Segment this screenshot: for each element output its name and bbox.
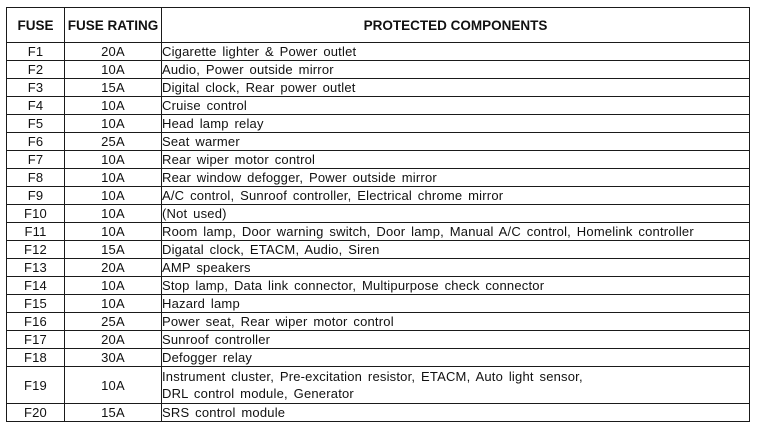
components-cell: AMP speakers	[162, 259, 750, 277]
fuse-cell: F13	[7, 259, 65, 277]
fuse-cell: F10	[7, 205, 65, 223]
components-cell: Sunroof controller	[162, 331, 750, 349]
fuse-cell: F4	[7, 97, 65, 115]
rating-cell: 10A	[65, 187, 162, 205]
components-cell: (Not used)	[162, 205, 750, 223]
components-cell: Audio, Power outside mirror	[162, 61, 750, 79]
components-cell: Power seat, Rear wiper motor control	[162, 313, 750, 331]
rating-cell: 10A	[65, 295, 162, 313]
components-cell: Cigarette lighter & Power outlet	[162, 43, 750, 61]
fuse-cell: F3	[7, 79, 65, 97]
rating-cell: 25A	[65, 313, 162, 331]
components-cell: Defogger relay	[162, 349, 750, 367]
components-cell: Rear wiper motor control	[162, 151, 750, 169]
components-cell: SRS control module	[162, 404, 750, 422]
fuse-cell: F12	[7, 241, 65, 259]
components-cell: Hazard lamp	[162, 295, 750, 313]
fuse-cell: F7	[7, 151, 65, 169]
table-row	[7, 187, 750, 205]
fuse-cell: F6	[7, 133, 65, 151]
fuse-cell: F11	[7, 223, 65, 241]
table-row	[7, 115, 750, 133]
components-cell: Head lamp relay	[162, 115, 750, 133]
rating-cell: 10A	[65, 151, 162, 169]
components-cell	[162, 367, 750, 404]
table-row	[7, 241, 750, 259]
rating-cell: 15A	[65, 241, 162, 259]
header-protected-components: PROTECTED COMPONENTS	[162, 8, 750, 43]
fuse-cell: F16	[7, 313, 65, 331]
table-row	[7, 313, 750, 331]
table-row	[7, 277, 750, 295]
rating-cell: 30A	[65, 349, 162, 367]
components-line: Instrument cluster, Pre-excitation resistor, ETACM, Auto light sensor,	[162, 369, 583, 384]
table-row	[7, 295, 750, 313]
fuse-cell: F9	[7, 187, 65, 205]
table-row	[7, 404, 750, 422]
components-line: DRL control module, Generator	[162, 386, 354, 401]
table-row	[7, 97, 750, 115]
table-row	[7, 79, 750, 97]
table-row	[7, 223, 750, 241]
rating-cell: 15A	[65, 404, 162, 422]
table-row	[7, 367, 750, 404]
rating-cell: 20A	[65, 331, 162, 349]
table-row	[7, 151, 750, 169]
rating-cell: 10A	[65, 61, 162, 79]
table-row	[7, 133, 750, 151]
rating-cell: 10A	[65, 97, 162, 115]
rating-cell: 10A	[65, 223, 162, 241]
fuse-cell: F20	[7, 404, 65, 422]
components-cell: Digital clock, Rear power outlet	[162, 79, 750, 97]
rating-cell: 10A	[65, 277, 162, 295]
fuse-cell: F5	[7, 115, 65, 133]
rating-cell: 25A	[65, 133, 162, 151]
table-row	[7, 61, 750, 79]
table-row	[7, 205, 750, 223]
fuse-cell: F1	[7, 43, 65, 61]
components-cell: A/C control, Sunroof controller, Electrical chrome mirror	[162, 187, 750, 205]
table-header-row	[7, 8, 750, 43]
rating-cell: 20A	[65, 43, 162, 61]
fuse-table	[6, 7, 750, 422]
components-cell: Room lamp, Door warning switch, Door lamp, Manual A/C control, Homelink controller	[162, 223, 750, 241]
components-cell: Stop lamp, Data link connector, Multipurpose check connector	[162, 277, 750, 295]
components-cell: Rear window defogger, Power outside mirror	[162, 169, 750, 187]
header-fuse: FUSE	[7, 8, 65, 43]
rating-cell: 15A	[65, 79, 162, 97]
fuse-cell: F2	[7, 61, 65, 79]
rating-cell: 20A	[65, 259, 162, 277]
fuse-cell: F18	[7, 349, 65, 367]
table-row	[7, 43, 750, 61]
rating-cell: 10A	[65, 169, 162, 187]
fuse-cell: F19	[7, 367, 65, 404]
fuse-cell: F8	[7, 169, 65, 187]
fuse-cell: F15	[7, 295, 65, 313]
components-cell: Cruise control	[162, 97, 750, 115]
fuse-cell: F17	[7, 331, 65, 349]
fuse-cell: F14	[7, 277, 65, 295]
rating-cell: 10A	[65, 115, 162, 133]
table-row	[7, 331, 750, 349]
components-cell: Seat warmer	[162, 133, 750, 151]
header-fuse-rating: FUSE RATING	[65, 8, 162, 43]
table-row	[7, 169, 750, 187]
components-cell: Digatal clock, ETACM, Audio, Siren	[162, 241, 750, 259]
table-row	[7, 349, 750, 367]
rating-cell: 10A	[65, 205, 162, 223]
table-row	[7, 259, 750, 277]
rating-cell: 10A	[65, 367, 162, 404]
